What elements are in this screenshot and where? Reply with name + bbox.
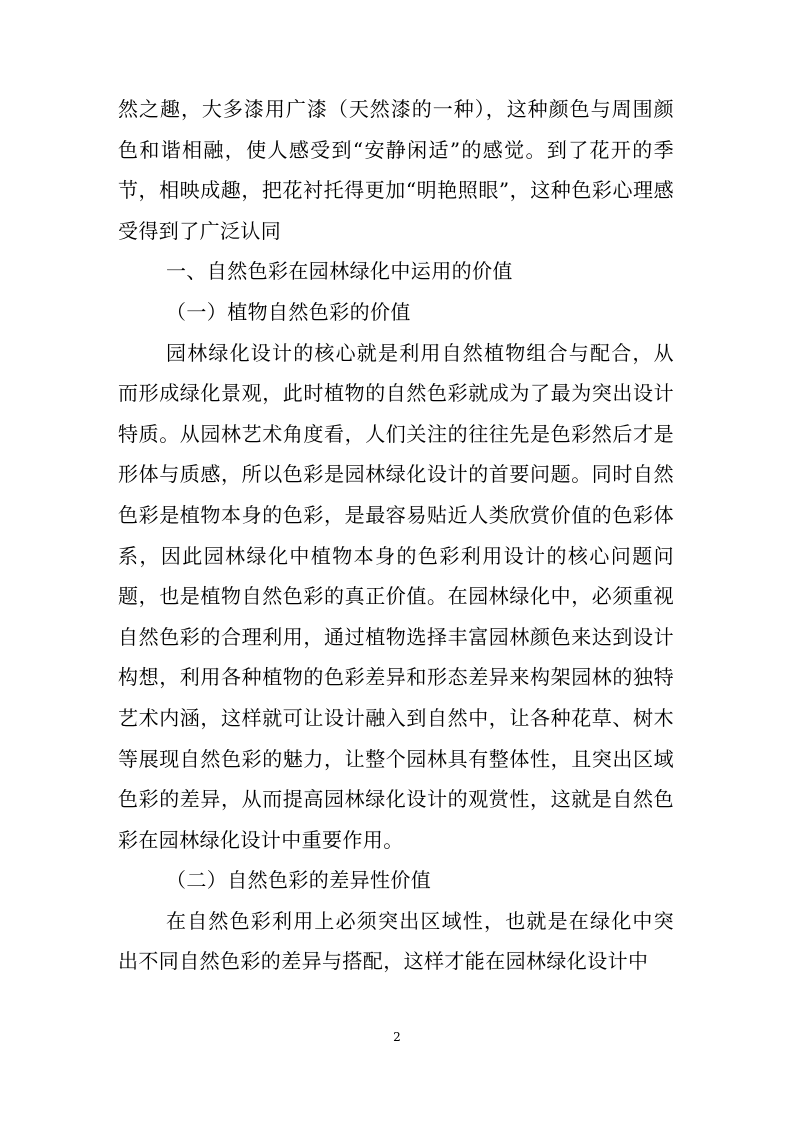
body-text: [118, 89, 674, 982]
section-heading-1: 一、自然色彩在园林绿化中运用的价值: [166, 259, 513, 284]
page-number: 2: [393, 1030, 401, 1044]
subsection-heading-2: （二）自然色彩的差异性价值: [166, 868, 432, 893]
paragraph-difference-value: 在自然色彩利用上必须突出区域性，也就是在绿化中突出不同自然色彩的差异与搭配，这样才能在园林绿化设计中: [118, 908, 674, 974]
paragraph-plant-color-value: 园林绿化设计的核心就是利用自然植物组合与配合，从而形成绿化景观，此时植物的自然色彩就成为了最为突出设计特质。从园林艺术角度看，人们关注的往往先是色彩然后才是形体与质感，所以色彩是园林绿化设计的首要问题。同时自然色彩是植物本身的色彩，是最容易贴近人类欣赏价值的色彩体系，因此园林绿化中植物本身的色彩利用设计的核心问题问题，也是植物自然色彩的真正价值。在园林绿化中，必须重视自然色彩的合理利用，通过植物选择丰富园林颜色来达到设计构想，利用各种植物的色彩差异和形态差异来构架园林的独特艺术内涵，这样就可让设计融入到自然中，让各种花草、树木等展现自然色彩的魅力，让整个园林具有整体性，且突出区域色彩的差异，从而提高园林绿化设计的观赏性，这就是自然色彩在园林绿化设计中重要作用。: [118, 340, 674, 852]
paragraph-continuation: 然之趣，大多漆用广漆（天然漆的一种），这种颜色与周围颜色和谐相融，使人感受到“安静闲适”的感觉。到了花开的季节，相映成趣，把花衬托得更加“明艳照眼”，这种色彩心理感受得到了广泛认同: [118, 97, 674, 243]
subsection-heading-1: （一）植物自然色彩的价值: [166, 299, 411, 324]
